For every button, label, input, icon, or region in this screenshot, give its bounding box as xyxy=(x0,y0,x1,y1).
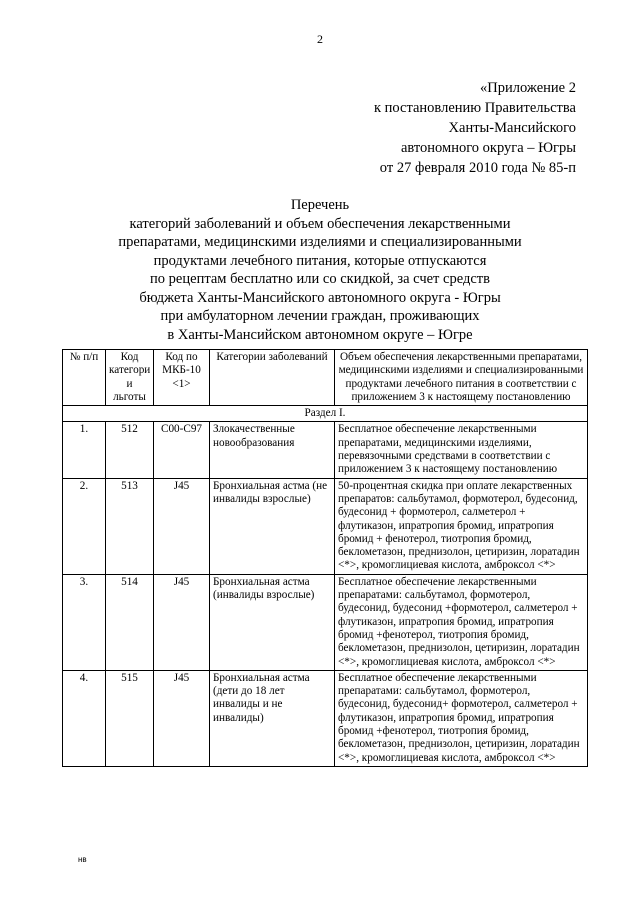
appendix-line: от 27 февраля 2010 года № 85-п xyxy=(379,160,576,176)
section-title: Раздел I. xyxy=(63,406,588,422)
page-number: 2 xyxy=(317,32,323,46)
cell-num: 4. xyxy=(63,670,106,766)
appendix-line: автономного округа – Югры xyxy=(400,140,576,156)
appendix-line: «Приложение 2 xyxy=(480,80,576,96)
table-row xyxy=(63,478,588,574)
cell-volume: Бесплатное обеспечение лекарственными препаратами: сальбутамол, формотерол, будесонид, будесонид+ формотерол, салметерол + флутиказон, ипратропия бромид, ипратропия бромид +фенотерол, тиотропия бромид, беклометазон, преднизолон, цетиризин, лоратадин <*>, кромоглициевая кислота, амброксол <*> xyxy=(335,670,588,766)
cell-icd: J45 xyxy=(154,670,210,766)
table-row xyxy=(63,574,588,670)
cell-num: 3. xyxy=(63,574,106,670)
title-line: в Ханты-Мансийском автономном округе – Югре xyxy=(167,326,473,343)
cell-code: 515 xyxy=(106,670,154,766)
footer-mark: нв xyxy=(78,855,87,864)
header-volume: Объем обеспечения лекарственными препаратами, медицинскими изделиями и специализированными продуктами лечебного питания в соответствии с приложением 3 к настоящему постановлению xyxy=(335,350,588,406)
header-code: Код категори и льготы xyxy=(106,350,154,406)
cell-icd: С00-С97 xyxy=(154,422,210,478)
header-num: № п/п xyxy=(63,350,106,406)
cell-num: 1. xyxy=(63,422,106,478)
cell-code: 512 xyxy=(106,422,154,478)
title-line: по рецептам бесплатно или со скидкой, за счет средств xyxy=(150,271,490,287)
cell-volume: Бесплатное обеспечение лекарственными препаратами, медицинскими изделиями, перевязочными средствами в соответствии с приложением 3 к настоящему постановлению xyxy=(335,422,588,478)
benefits-table xyxy=(62,349,588,767)
cell-volume: Бесплатное обеспечение лекарственными препаратами: сальбутамол, формотерол, будесонид, будесонид +формотерол, салметерол + флутиказон, ипратропия бромид, ипратропия бромид +фенотерол, тиотропия бромид, беклометазон, преднизолон, цетиризин, лоратадин <*>, кромоглициевая кислота, амброксол <*> xyxy=(335,574,588,670)
title-line: препаратами, медицинскими изделиями и специализированными xyxy=(118,234,522,250)
appendix-line: к постановлению Правительства xyxy=(374,100,576,116)
document-title xyxy=(0,196,640,344)
cell-category: Злокачественные новообразования xyxy=(210,422,335,478)
cell-code: 514 xyxy=(106,574,154,670)
cell-icd: J45 xyxy=(154,478,210,574)
table-row xyxy=(63,422,588,478)
title-line: при амбулаторном лечении граждан, проживающих xyxy=(160,308,480,324)
table-header-row xyxy=(63,350,588,406)
cell-num: 2. xyxy=(63,478,106,574)
appendix-line: Ханты-Мансийского xyxy=(448,120,576,136)
cell-volume: 50-процентная скидка при оплате лекарственных препаратов: сальбутамол, формотерол, будесонид, будесонид + формотерол, салметерол + флутиказон, ипратропия бромид, ипратропия бромид + фенотерол, тиотропия бромид, беклометазон, преднизолон, цетиризин, лоратадин <*>, кромоглициевая кислота, амброксол <*> xyxy=(335,478,588,574)
header-category: Категории заболеваний xyxy=(210,350,335,406)
section-row xyxy=(63,406,588,422)
header-icd: Код по МКБ-10 <1> xyxy=(154,350,210,406)
title-line: продуктами лечебного питания, которые отпускаются xyxy=(153,252,487,269)
cell-category: Бронхиальная астма (дети до 18 лет инвалиды и не инвалиды) xyxy=(210,670,335,766)
cell-code: 513 xyxy=(106,478,154,574)
cell-category: Бронхиальная астма (инвалиды взрослые) xyxy=(210,574,335,670)
title-line: бюджета Ханты-Мансийского автономного округа - Югры xyxy=(139,289,501,306)
cell-category: Бронхиальная астма (не инвалиды взрослые) xyxy=(210,478,335,574)
table-row xyxy=(63,670,588,766)
title-line: Перечень xyxy=(290,197,350,213)
title-line: категорий заболеваний и объем обеспечения лекарственными xyxy=(129,215,511,232)
cell-icd: J45 xyxy=(154,574,210,670)
appendix-reference xyxy=(374,78,576,178)
